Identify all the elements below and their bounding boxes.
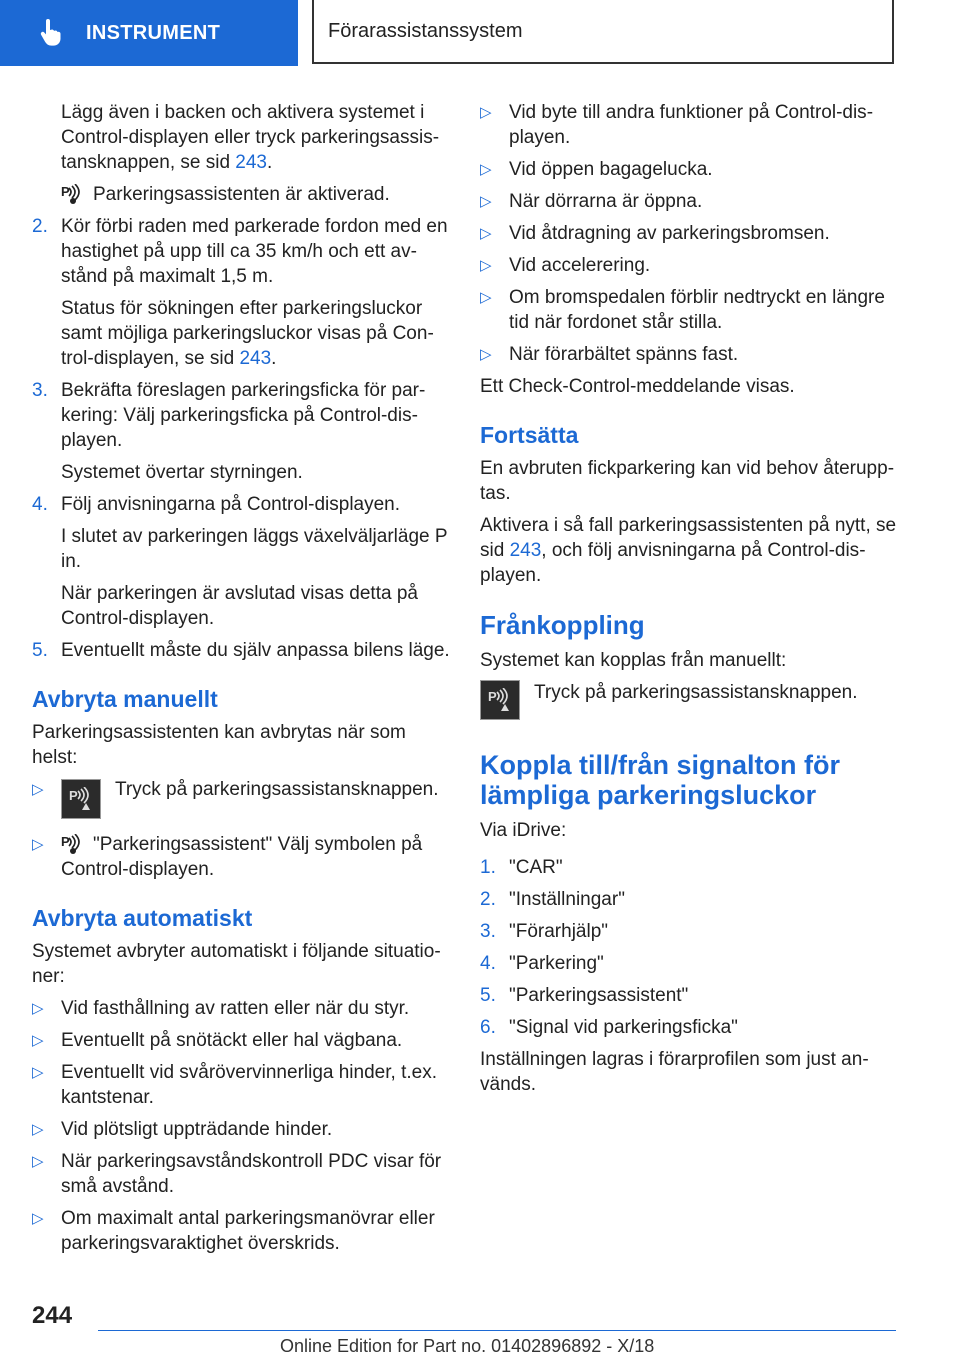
list-item: ▷ Om maximalt antal parkeringsmanövrar eller parkeringsvaraktighet överskrids. <box>32 1208 435 1254</box>
list-item: ▷ Vid byte till andra funktioner på Control-displayen. <box>480 102 874 148</box>
manual-cancel-heading: Avbryta manuellt <box>32 686 218 712</box>
step4-continuation-2: När parkeringen är avslutad visas detta på Control-displayen. <box>61 583 418 629</box>
step2-continuation: Status för sökningen efter parkeringsluckor samt möjliga parkeringsluckor visas på Control-displayen, se sid 243. <box>61 298 434 369</box>
auto-cancel-intro: Systemet avbryter automatiskt i följande situationer: <box>32 941 441 987</box>
svg-text:P: P <box>61 834 70 849</box>
auto-cancel-heading: Avbryta automatiskt <box>32 905 253 931</box>
manual-cancel-intro: Parkeringsassistenten kan avbrytas när som helst: <box>32 722 406 768</box>
page-link[interactable]: 243 <box>235 152 267 173</box>
list-item: ▷ Vid fasthållning av ratten eller när du styr. <box>32 998 410 1019</box>
signal-heading: Koppla till/från signalton för lämpliga parkeringsluckor <box>480 750 840 810</box>
list-item: ▷ Vid accelerering. <box>480 255 651 276</box>
list-item: ▷ Vid öppen bagagelucka. <box>480 159 713 180</box>
step-5: 5. Eventuellt måste du själv anpassa bilens läge. <box>32 640 450 661</box>
step-3: 3. Bekräfta föreslagen parkeringsficka för parkering: Välj parkeringsficka på Control-displayen. <box>32 380 426 451</box>
parking-assist-icon <box>61 834 83 854</box>
step-2: 2. Kör förbi raden med parkerade fordon med en hastighet på upp till ca 35 km/h och ett avstånd på maximalt 1,5 m. <box>32 216 448 287</box>
list-item: ▷ P "Parkeringsassistent" Välj symbolen på Control-displayen. <box>32 834 423 880</box>
continue-paragraph-1: En avbruten fickparkering kan vid behov återupptas. <box>480 458 895 504</box>
triangle-bullet-icon: ▷ <box>480 161 492 178</box>
list-item: ▷ Vid åtdragning av parkeringsbromsen. <box>480 223 830 244</box>
step-4: 4. Följ anvisningarna på Control-displayen. <box>32 494 401 515</box>
disengage-button-row: P Tryck på parkeringsassistansknappen. <box>480 680 898 720</box>
list-item: ▷ När parkeringsavståndskontroll PDC visar för små avstånd. <box>32 1151 442 1197</box>
list-item: ▷ När dörrarna är öppna. <box>480 191 703 212</box>
parking-assist-button-icon <box>61 779 101 819</box>
triangle-bullet-icon: ▷ <box>480 104 492 121</box>
section-tab-label: INSTRUMENT <box>86 21 221 44</box>
section-tab <box>0 0 298 66</box>
list-item: ▷ När förarbältet spänns fast. <box>480 344 739 365</box>
triangle-bullet-icon: ▷ <box>32 1210 44 1227</box>
triangle-bullet-icon: ▷ <box>32 1064 44 1081</box>
right-column <box>480 100 898 1104</box>
footer-divider <box>98 1330 896 1331</box>
step3-continuation: Systemet övertar styrningen. <box>61 462 303 483</box>
triangle-bullet-icon: ▷ <box>32 1032 44 1049</box>
signal-step-5: 5. "Parkeringsassistent" <box>480 985 689 1006</box>
triangle-bullet-icon: ▷ <box>32 836 44 853</box>
triangle-bullet-icon: ▷ <box>32 1153 44 1170</box>
step4-continuation-1: I slutet av parkeringen läggs växelväljarläge P in. <box>61 526 448 572</box>
svg-text:P: P <box>69 788 78 803</box>
edition-text: Online Edition for Part no. 01402896892 - X/18 <box>280 1336 655 1356</box>
signal-intro: Via iDrive: <box>480 820 567 841</box>
triangle-bullet-icon: ▷ <box>32 781 44 798</box>
svg-text:P: P <box>488 689 497 704</box>
page-number: 244 <box>32 1302 73 1329</box>
check-control-message: Ett Check-Control-meddelande visas. <box>480 376 795 397</box>
list-item: ▷ Vid plötsligt uppträdande hinder. <box>32 1119 333 1140</box>
triangle-bullet-icon: ▷ <box>32 1121 44 1138</box>
page-link[interactable]: 243 <box>239 348 272 369</box>
signal-step-3: 3. "Förarhjälp" <box>480 921 609 942</box>
step1-continuation: Lägg även i backen och aktivera systemet i Control-displayen eller tryck parkeringsassistansknappen, se sid 243. <box>61 102 440 173</box>
signal-outro: Inställningen lagras i förarprofilen som just används. <box>480 1049 869 1095</box>
parking-assist-button-icon <box>480 680 520 720</box>
disengage-heading: Frånkoppling <box>480 610 645 640</box>
active-message: P Parkeringsassistenten är aktiverad. <box>61 184 390 205</box>
list-item: ▷ Eventuellt vid svårövervinnerliga hinder, t.ex. kantstenar. <box>32 1062 437 1108</box>
triangle-bullet-icon: ▷ <box>32 1000 44 1017</box>
triangle-bullet-icon: ▷ <box>480 193 492 210</box>
list-item: ▷ P Tryck på parkeringsassistansknappen. <box>32 777 450 819</box>
continue-paragraph-2: Aktivera i så fall parkeringsassistenten på nytt, se sid 243, och följ anvisningarna på Control-displayen. <box>480 515 897 586</box>
chapter-tab <box>312 0 894 64</box>
triangle-bullet-icon: ▷ <box>480 225 492 242</box>
signal-step-4: 4. "Parkering" <box>480 953 604 974</box>
signal-step-6: 6. "Signal vid parkeringsficka" <box>480 1017 738 1038</box>
list-item: ▷ Om bromspedalen förblir nedtryckt en längre tid när fordonet står stilla. <box>480 287 885 333</box>
left-column <box>32 100 450 1263</box>
triangle-bullet-icon: ▷ <box>480 257 492 274</box>
page-header <box>0 0 960 66</box>
triangle-bullet-icon: ▷ <box>480 346 492 363</box>
page-link[interactable]: 243 <box>509 540 542 561</box>
signal-step-2: 2. "Inställningar" <box>480 889 625 910</box>
parking-assist-icon <box>61 184 83 204</box>
svg-text:P: P <box>61 184 70 199</box>
triangle-bullet-icon: ▷ <box>480 289 492 306</box>
chapter-title: Förarassistanssystem <box>328 19 523 42</box>
list-item: ▷ Eventuellt på snötäckt eller hal vägbana. <box>32 1030 403 1051</box>
disengage-intro: Systemet kan kopplas från manuellt: <box>480 650 787 671</box>
signal-step-1: 1. "CAR" <box>480 857 563 878</box>
hand-pointer-icon <box>38 18 68 48</box>
continue-heading: Fortsätta <box>480 422 579 448</box>
